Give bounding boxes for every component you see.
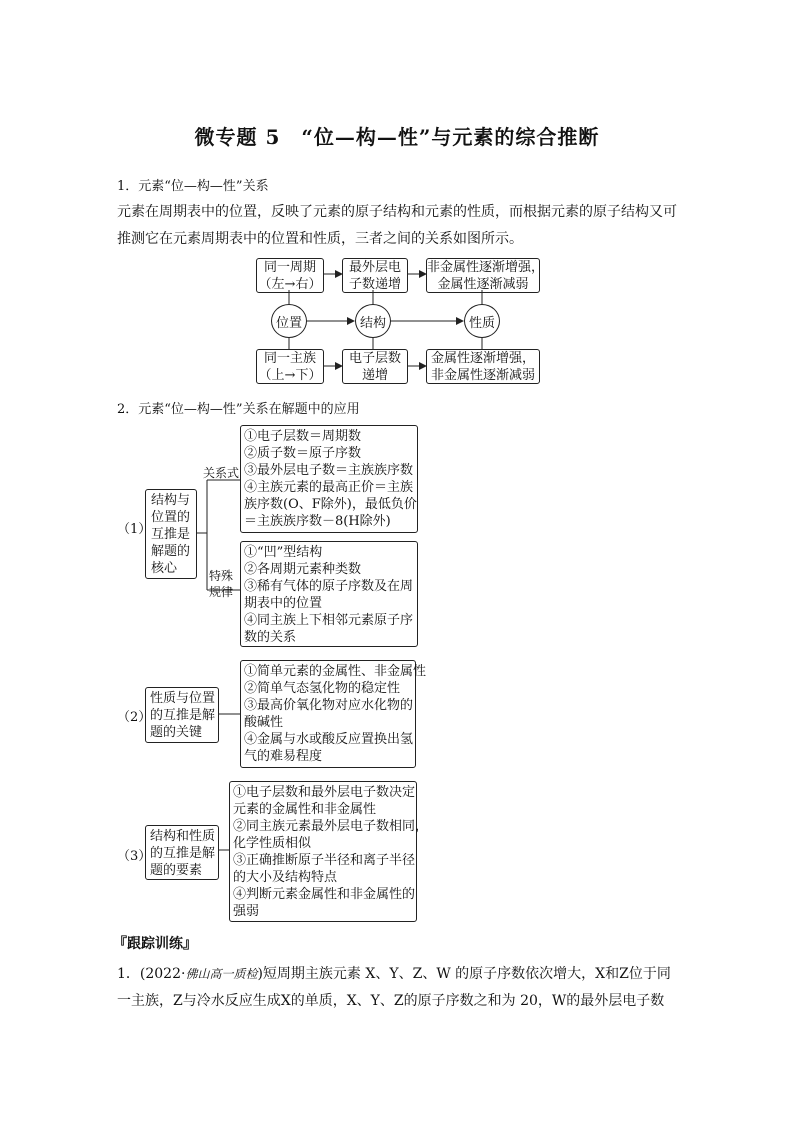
box-line: ③稀有气体的原子序数及在周 (244, 579, 414, 594)
group1-relation-box (240, 425, 418, 533)
box-line: 族序数(O、F除外)，最低负价 (244, 497, 417, 512)
diagram1-top-left-box (256, 258, 324, 293)
question1-line2: 一主族，Z与冷水反应生成X的单质，X、Y、Z的原子序数之和为 20，W的最外层电子数 (117, 993, 665, 1009)
diagram1-text: 最外层电 (348, 260, 401, 275)
diagram1-text: 同一周期 (263, 260, 316, 275)
group2-main-text: 性质与位置 (150, 691, 216, 706)
training-label: 跟踪训练 (127, 936, 183, 952)
section2-heading: 2．元素“位—构—性”关系在解题中的应用 (117, 402, 360, 417)
diagram1-bot-mid-box (342, 349, 408, 384)
group1-special-box (240, 541, 418, 647)
circle-property: 性质 (464, 304, 500, 338)
branch-special-label (209, 568, 233, 600)
box-line: ②简单气态氢化物的稳定性 (244, 681, 401, 696)
diagram1-text: （上→下） (258, 368, 322, 383)
box-line: ②质子数＝原子序数 (244, 446, 362, 461)
question1-number: 1．(2022· (117, 966, 186, 982)
group2-main-text: 的互推是解 (150, 708, 216, 723)
group1-number: （1） (117, 522, 152, 537)
box-line: 数的关系 (244, 630, 297, 645)
box-line: ④同主族上下相邻元素原子序 (244, 613, 414, 628)
circle-position: 位置 (271, 304, 307, 338)
box-line: ③最高价氧化物对应水化物的 (244, 698, 414, 713)
diagram1-text: 递增 (361, 368, 388, 383)
box-line: ②同主族元素最外层电子数相同， (233, 819, 429, 834)
box-line: ④主族元素的最高正价＝主族 (244, 480, 414, 495)
diagram1-text: （左→右） (258, 277, 322, 292)
box-line: 酸碱性 (244, 715, 284, 730)
diagram1-text: 子数递增 (348, 277, 401, 292)
group2-main-text: 题的关键 (150, 725, 203, 740)
bracket-close-icon: 』 (183, 936, 197, 952)
diagram1-text: 电子层数 (348, 351, 401, 366)
diagram1-text: 金属性逐渐减弱 (437, 277, 529, 292)
circle-structure: 结构 (355, 304, 391, 338)
group1-main-text: 位置的 (151, 510, 191, 525)
page-title: 微专题 5 “位—构—性”与元素的综合推断 (194, 125, 600, 149)
box-line: 期表中的位置 (244, 596, 323, 611)
section1-heading: 1．元素“位—构—性”关系 (117, 179, 269, 194)
diagram1-text: 非金属性逐渐增强， (427, 260, 545, 275)
diagram1-text: 金属性逐渐增强， (430, 351, 535, 366)
question1-text: )短周期主族元素 X、Y、Z、W 的原子序数依次增大，X和Z位于同 (257, 966, 671, 982)
box-line: ④判断元素金属性和非金属性的 (233, 887, 416, 902)
box-line: 的大小及结构特点 (233, 870, 338, 885)
diagram1-bot-left-box (256, 349, 324, 384)
box-line: ③最外层电子数＝主族族序数 (244, 463, 414, 478)
bracket-open-icon: 『 (113, 936, 127, 952)
group3-main-text: 的互推是解 (150, 846, 216, 861)
group2-main-box (145, 687, 219, 743)
group3-main-text: 题的要素 (150, 863, 203, 878)
training-heading (113, 933, 197, 953)
diagram1-top-right-box (426, 258, 545, 293)
diagram1-bot-right-box (426, 349, 540, 384)
box-line: ④金属与水或酸反应置换出氢 (244, 732, 414, 747)
box-line: 气的难易程度 (244, 749, 323, 764)
section1-para-line2: 推测它在元素周期表中的位置和性质，三者之间的关系如图所示。 (117, 231, 523, 247)
diagram1-text: 非金属性逐渐减弱 (430, 368, 535, 383)
group2-number: （2） (117, 710, 152, 725)
group3-detail-box (229, 781, 429, 922)
box-line: 强弱 (233, 904, 260, 919)
group3-main-text: 结构和性质 (150, 829, 216, 844)
box-line: ②各周期元素种类数 (244, 562, 362, 577)
group3-number: （3） (117, 849, 152, 864)
diagram1-top-mid-box (342, 258, 408, 293)
group1-main-text: 核心 (151, 561, 178, 576)
box-line: ①“凹”型结构 (244, 545, 323, 560)
branch-special-text: 特殊 (209, 569, 234, 583)
question1-line1 (117, 963, 671, 983)
box-line: ＝主族族序数－8(H除外) (244, 514, 391, 529)
diagram1-text: 同一主族 (263, 351, 316, 366)
box-line: ③正确推断原子半径和离子半径 (233, 853, 416, 868)
box-line: ①电子层数和最外层电子数决定 (233, 785, 416, 800)
branch-special-text: 规律 (209, 585, 234, 599)
group2-detail-box (240, 660, 427, 768)
box-line: ①简单元素的金属性、非金属性 (244, 664, 427, 679)
question1-source: 佛山高一质检 (185, 967, 258, 981)
group3-main-box (145, 825, 219, 880)
section1-para-line1: 元素在周期表中的位置，反映了元素的原子结构和元素的性质，而根据元素的原子结构又可 (117, 204, 677, 220)
group1-main-text: 解题的 (151, 544, 191, 559)
group1-main-text: 互推是 (151, 527, 191, 542)
group1-main-text: 结构与 (151, 493, 191, 508)
box-line: ①电子层数＝周期数 (244, 429, 362, 444)
group1-main-box (145, 489, 197, 579)
box-line: 元素的金属性和非金属性 (233, 802, 377, 817)
box-line: 化学性质相似 (233, 836, 312, 851)
branch-relation-label: 关系式 (203, 466, 240, 480)
